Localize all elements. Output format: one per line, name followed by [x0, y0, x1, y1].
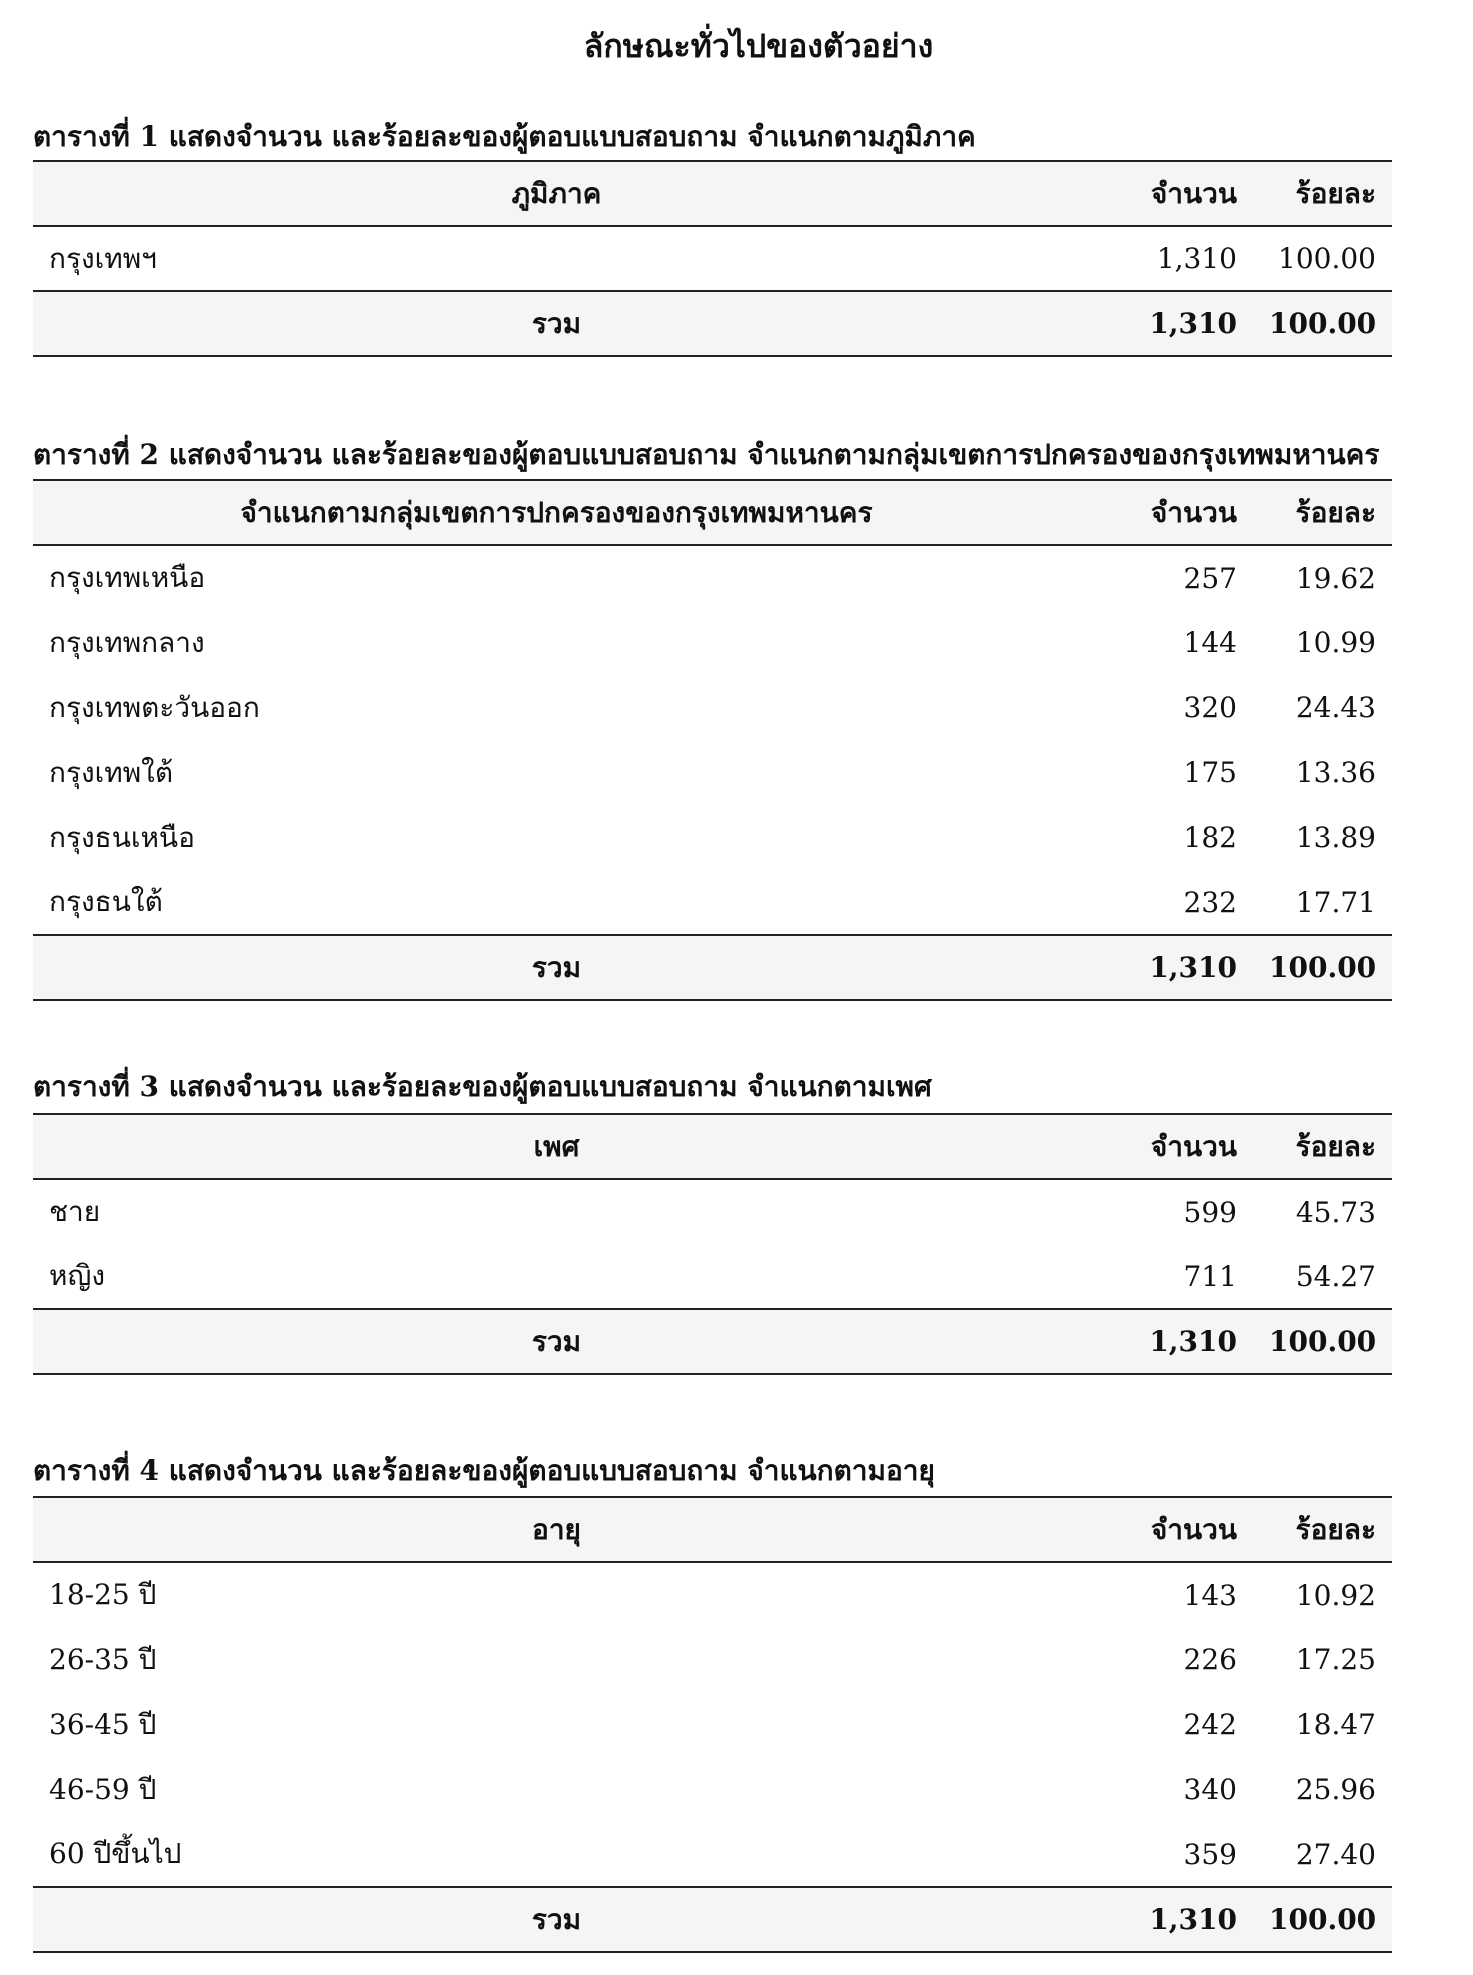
table-row [33, 1179, 1392, 1244]
row-label: 26-35 ปี [49, 1642, 157, 1676]
table-1-header-row [33, 161, 1392, 226]
row-count: 359 [1183, 1837, 1237, 1871]
total-percent: 100.00 [1253, 291, 1392, 356]
page-title: ลักษณะทั่วไปของตัวอย่าง [583, 27, 934, 65]
row-count: 232 [1183, 885, 1237, 919]
row-percent: 45.73 [1295, 1195, 1376, 1229]
row-percent: 19.62 [1295, 561, 1376, 595]
table-row [33, 805, 1392, 870]
table-row [33, 1244, 1392, 1309]
table-4-header-row [33, 1497, 1392, 1562]
total-row [33, 935, 1392, 1000]
row-label: 60 ปีขึ้นไป [49, 1837, 182, 1870]
total-label: รวม [33, 291, 1080, 356]
header-count: จำนวน [1080, 1114, 1253, 1179]
table-row [33, 545, 1392, 610]
total-row [33, 291, 1392, 356]
row-count: 144 [1183, 626, 1237, 659]
row-label: กรุงธนเหนือ [49, 820, 195, 854]
table-row [33, 1692, 1392, 1757]
table-row [33, 1562, 1392, 1627]
table-3-header-row [33, 1114, 1392, 1179]
row-label: กรุงเทพตะวันออก [49, 690, 260, 724]
header-percent: ร้อยละ [1253, 480, 1392, 545]
header-percent: ร้อยละ [1253, 1497, 1392, 1562]
header-label: ภูมิภาค [33, 161, 1080, 226]
total-count: 1,310 [1080, 1887, 1253, 1952]
table-2-header-row [33, 480, 1392, 545]
row-percent: 13.89 [1295, 821, 1376, 854]
row-count: 1,310 [1156, 242, 1237, 275]
row-count: 340 [1183, 1773, 1237, 1806]
row-percent: 10.99 [1295, 626, 1376, 659]
row-label: 46-59 ปี [49, 1772, 157, 1806]
row-count: 143 [1183, 1578, 1237, 1612]
total-label: รวม [33, 1309, 1080, 1374]
header-label: อายุ [33, 1497, 1080, 1562]
total-row [33, 1309, 1392, 1374]
total-count: 1,310 [1080, 291, 1253, 356]
total-count: 1,310 [1080, 1309, 1253, 1374]
row-count: 182 [1183, 821, 1237, 854]
header-label: เพศ [33, 1114, 1080, 1179]
table-row [33, 1757, 1392, 1822]
row-label: ชาย [49, 1195, 101, 1228]
header-percent: ร้อยละ [1253, 1114, 1392, 1179]
total-percent: 100.00 [1253, 1887, 1392, 1952]
table-row [33, 675, 1392, 740]
row-count: 320 [1183, 691, 1237, 724]
row-count: 226 [1183, 1643, 1237, 1676]
header-count: จำนวน [1080, 161, 1253, 226]
row-percent: 13.36 [1295, 756, 1376, 789]
total-percent: 100.00 [1253, 935, 1392, 1000]
row-label: กรุงธนใต้ [49, 885, 163, 918]
table-4-caption: ตารางที่ 4 แสดงจำนวน และร้อยละของผู้ตอบแบบสอบถาม จำแนกตามอายุ [33, 1454, 935, 1487]
table-2 [33, 479, 1392, 1001]
row-count: 599 [1183, 1195, 1237, 1229]
header-count: จำนวน [1080, 1497, 1253, 1562]
row-percent: 18.47 [1295, 1708, 1376, 1741]
table-row [33, 610, 1392, 675]
row-label: กรุงเทพเหนือ [49, 561, 206, 594]
table-1 [33, 160, 1392, 357]
total-label: รวม [33, 1887, 1080, 1952]
row-label: 18-25 ปี [49, 1578, 157, 1611]
total-count: 1,310 [1080, 935, 1253, 1000]
table-3-caption: ตารางที่ 3 แสดงจำนวน และร้อยละของผู้ตอบแบบสอบถาม จำแนกตามเพศ [33, 1070, 932, 1103]
row-percent: 54.27 [1295, 1259, 1376, 1293]
row-label: กรุงเทพใต้ [49, 755, 174, 789]
total-percent: 100.00 [1253, 1309, 1392, 1374]
row-percent: 17.71 [1295, 885, 1376, 919]
row-percent: 17.25 [1295, 1643, 1376, 1676]
row-count: 711 [1183, 1259, 1237, 1293]
header-percent: ร้อยละ [1253, 161, 1392, 226]
table-row [33, 1822, 1392, 1887]
table-row [33, 1627, 1392, 1692]
row-count: 175 [1183, 756, 1237, 789]
row-label: กรุงเทพฯ [49, 241, 157, 275]
table-1-caption: ตารางที่ 1 แสดงจำนวน และร้อยละของผู้ตอบแบบสอบถาม จำแนกตามภูมิภาค [33, 120, 976, 153]
header-count: จำนวน [1080, 480, 1253, 545]
table-2-caption: ตารางที่ 2 แสดงจำนวน และร้อยละของผู้ตอบแบบสอบถาม จำแนกตามกลุ่มเขตการปกครองของกรุงเทพมหานคร [33, 438, 1380, 471]
table-4 [33, 1496, 1392, 1953]
row-percent: 25.96 [1295, 1773, 1376, 1806]
row-count: 257 [1183, 561, 1237, 595]
row-percent: 24.43 [1295, 691, 1376, 724]
table-row [33, 226, 1392, 291]
total-label: รวม [33, 935, 1080, 1000]
row-label: หญิง [49, 1259, 105, 1292]
row-percent: 27.40 [1295, 1837, 1376, 1871]
table-3 [33, 1113, 1392, 1375]
row-label: 36-45 ปี [49, 1707, 157, 1741]
row-percent: 100.00 [1278, 242, 1376, 275]
table-row [33, 870, 1392, 935]
header-label: จำแนกตามกลุ่มเขตการปกครองของกรุงเทพมหานคร [33, 480, 1080, 545]
row-count: 242 [1183, 1708, 1237, 1741]
table-row [33, 740, 1392, 805]
row-label: กรุงเทพกลาง [49, 625, 205, 659]
total-row [33, 1887, 1392, 1952]
row-percent: 10.92 [1295, 1578, 1376, 1612]
